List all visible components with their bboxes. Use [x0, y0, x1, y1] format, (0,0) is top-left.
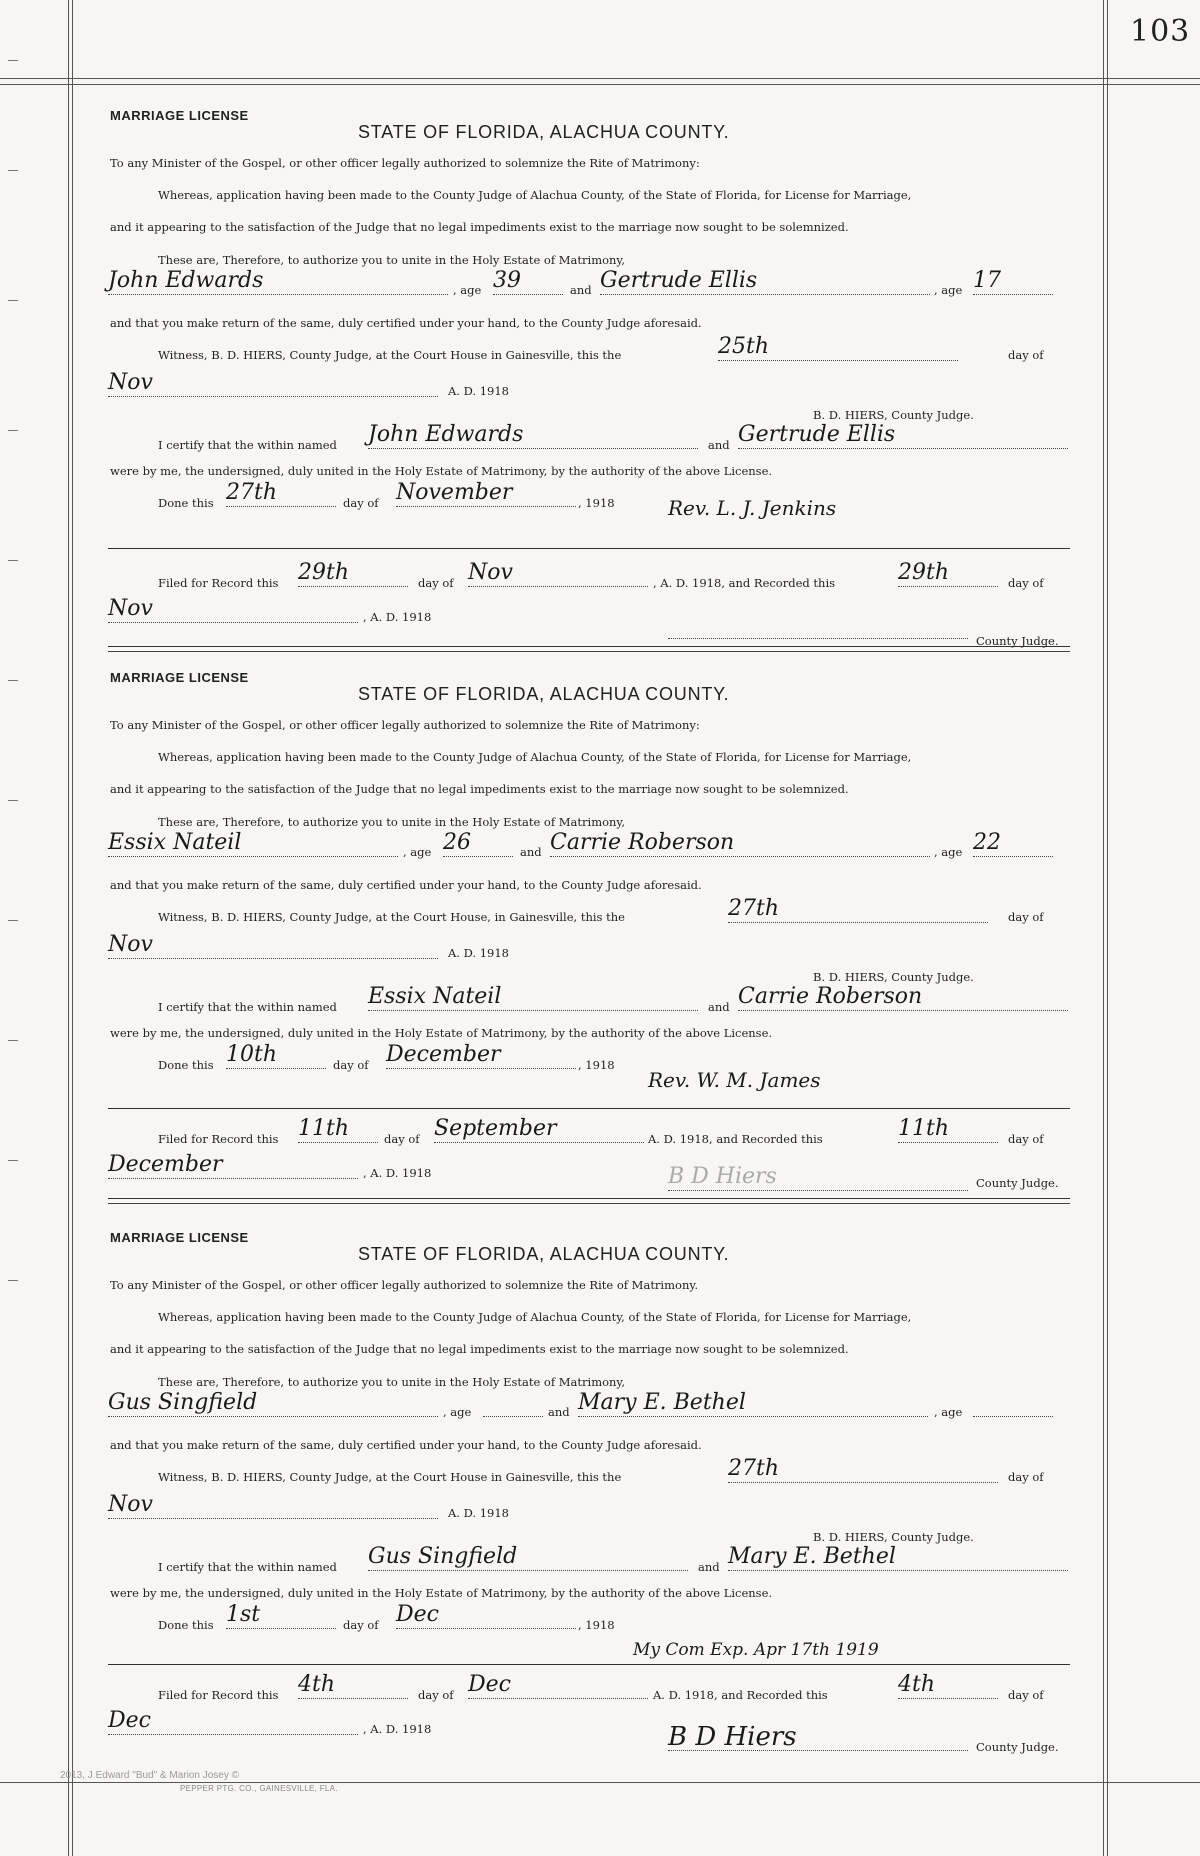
united-text: were by me, the undersigned, duly united in the Holy Estate of Matrimony, by the authority of the above License. — [110, 1586, 773, 1600]
day-of-label: day of — [418, 1688, 454, 1702]
witness-month: Nov — [108, 370, 438, 397]
officiant-signature: Rev. W. M. James — [648, 1068, 821, 1092]
groom-name: John Edwards — [108, 268, 448, 295]
return-text: and that you make return of the same, duly certified under your hand, to the County Judge aforesaid. — [110, 316, 702, 330]
cert-groom-name: John Edwards — [368, 422, 698, 449]
frame-right-line — [1103, 0, 1104, 1856]
united-text: were by me, the undersigned, duly united in the Holy Estate of Matrimony, by the authority of the above License. — [110, 464, 773, 478]
whereas-text: Whereas, application having been made to the County Judge of Alachua County, of the State of Florida, for License for Marriage, — [158, 1310, 912, 1324]
day-of-label: day of — [1008, 1688, 1044, 1702]
margin-tick — [8, 300, 18, 301]
ad-year: A. D. 1918 — [448, 384, 510, 398]
age-label: , age — [934, 1405, 963, 1419]
recorded-day: 11th — [898, 1116, 998, 1143]
whereas-text: Whereas, application having been made to the County Judge of Alachua County, of the State of Florida, for License for Marriage, — [158, 750, 912, 764]
filed-text: Filed for Record this — [158, 1132, 279, 1146]
judge-signature-line: B. D. HIERS, County Judge. — [813, 408, 974, 422]
frame-right-line-2 — [1107, 0, 1108, 1856]
judge-signature-line: B. D. HIERS, County Judge. — [813, 1530, 974, 1544]
and-label: and — [570, 283, 592, 297]
ad-year: A. D. 1918 — [448, 946, 510, 960]
witness-day: 27th — [728, 1456, 998, 1483]
recorded-month: Dec — [108, 1708, 358, 1735]
recorded-ad: , A. D. 1918 — [363, 1722, 432, 1736]
done-year: , 1918 — [578, 1618, 615, 1632]
margin-tick — [8, 170, 18, 171]
certify-text: I certify that the within named — [158, 438, 337, 452]
witness-day: 27th — [728, 896, 988, 923]
these-are-text: These are, Therefore, to authorize you to unite in the Holy Estate of Matrimony, — [158, 253, 626, 267]
day-of-label: day of — [1008, 348, 1044, 362]
and-it-text: and it appearing to the satisfaction of the Judge that no legal impediments exist to the marriage now sought to be solemnized. — [110, 220, 849, 234]
printer-imprint: PEPPER PTG. CO., GAINESVILLE, FLA. — [180, 1784, 338, 1793]
groom-age: 26 — [443, 830, 513, 857]
filed-text: Filed for Record this — [158, 576, 279, 590]
and-label: and — [548, 1405, 570, 1419]
license-1-filing — [108, 556, 1068, 648]
frame-top-line — [0, 78, 1200, 79]
license-2 — [108, 670, 1068, 1090]
return-text: and that you make return of the same, duly certified under your hand, to the County Judge aforesaid. — [110, 878, 702, 892]
done-text: Done this — [158, 1058, 214, 1072]
license-header: MARRIAGE LICENSE — [110, 108, 249, 123]
recorded-day: 29th — [898, 560, 998, 587]
license-3-filing — [108, 1668, 1068, 1754]
commission-expiry-note: My Com Exp. Apr 17th 1919 — [633, 1640, 879, 1660]
and-label: and — [708, 1000, 730, 1014]
margin-tick — [8, 1160, 18, 1161]
recorded-month: December — [108, 1152, 358, 1179]
age-label: , age — [453, 283, 482, 297]
frame-bottom-line — [0, 1782, 1200, 1783]
county-judge-label: County Judge. — [976, 634, 1059, 648]
frame-left-line — [68, 0, 69, 1856]
certify-text: I certify that the within named — [158, 1000, 337, 1014]
to-any-minister: To any Minister of the Gospel, or other officer legally authorized to solemnize the Rite of Matrimony. — [110, 1278, 698, 1292]
separator-line — [108, 646, 1070, 647]
done-month: November — [396, 480, 576, 507]
to-any-minister: To any Minister of the Gospel, or other officer legally authorized to solemnize the Rite of Matrimony: — [110, 156, 700, 170]
bride-age: 22 — [973, 830, 1053, 857]
to-any-minister: To any Minister of the Gospel, or other officer legally authorized to solemnize the Rite of Matrimony: — [110, 718, 700, 732]
license-header: MARRIAGE LICENSE — [110, 670, 249, 685]
margin-tick — [8, 920, 18, 921]
judge-signature — [668, 618, 968, 639]
done-text: Done this — [158, 1618, 214, 1632]
and-it-text: and it appearing to the satisfaction of the Judge that no legal impediments exist to the marriage now sought to be solemnized. — [110, 1342, 849, 1356]
groom-age: 39 — [493, 268, 563, 295]
license-header: MARRIAGE LICENSE — [110, 1230, 249, 1245]
margin-tick — [8, 680, 18, 681]
separator-line — [108, 651, 1070, 652]
day-of-label: day of — [1008, 910, 1044, 924]
margin-tick — [8, 1280, 18, 1281]
whereas-text: Whereas, application having been made to the County Judge of Alachua County, of the State of Florida, for License for Marriage, — [158, 188, 912, 202]
frame-left-line-2 — [72, 0, 73, 1856]
done-year: , 1918 — [578, 1058, 615, 1072]
license-state-title: STATE OF FLORIDA, ALACHUA COUNTY. — [358, 1244, 730, 1264]
groom-age — [483, 1390, 543, 1417]
filed-day: 4th — [298, 1672, 408, 1699]
and-it-text: and it appearing to the satisfaction of the Judge that no legal impediments exist to the marriage now sought to be solemnized. — [110, 782, 849, 796]
margin-tick — [8, 800, 18, 801]
united-text: were by me, the undersigned, duly united in the Holy Estate of Matrimony, by the authority of the above License. — [110, 1026, 773, 1040]
and-label: and — [698, 1560, 720, 1574]
license-3 — [108, 1230, 1068, 1660]
license-state-title: STATE OF FLORIDA, ALACHUA COUNTY. — [358, 122, 730, 142]
license-state-title: STATE OF FLORIDA, ALACHUA COUNTY. — [358, 684, 730, 704]
groom-name: Gus Singfield — [108, 1390, 438, 1417]
recorded-day: 4th — [898, 1672, 998, 1699]
done-day: 1st — [226, 1602, 336, 1629]
filed-text: Filed for Record this — [158, 1688, 279, 1702]
day-of-label: day of — [1008, 1470, 1044, 1484]
margin-tick — [8, 430, 18, 431]
filed-ad: A. D. 1918, and Recorded this — [648, 1132, 823, 1146]
filed-month: September — [434, 1116, 644, 1143]
day-of-label: day of — [384, 1132, 420, 1146]
age-label: , age — [403, 845, 432, 859]
copyright-watermark: 2013, J Edward "Bud" & Marion Josey © — [60, 1770, 239, 1781]
done-year: , 1918 — [578, 496, 615, 510]
bride-age — [973, 1390, 1053, 1417]
page-number: 103 — [1130, 14, 1191, 49]
separator-line — [108, 1108, 1070, 1109]
cert-bride-name: Carrie Roberson — [738, 984, 1068, 1011]
and-label: and — [520, 845, 542, 859]
age-label: , age — [443, 1405, 472, 1419]
ad-year: A. D. 1918 — [448, 1506, 510, 1520]
cert-groom-name: Gus Singfield — [368, 1544, 688, 1571]
age-label: , age — [934, 283, 963, 297]
filed-day: 29th — [298, 560, 408, 587]
county-judge-label: County Judge. — [976, 1740, 1059, 1754]
witness-month: Nov — [108, 1492, 438, 1519]
frame-top-line-2 — [0, 84, 1200, 85]
witness-text: Witness, B. D. HIERS, County Judge, at the Court House, in Gainesville, this the — [158, 910, 625, 924]
cert-bride-name: Mary E. Bethel — [728, 1544, 1068, 1571]
bride-name: Gertrude Ellis — [600, 268, 930, 295]
day-of-label: day of — [343, 1618, 379, 1632]
margin-tick — [8, 1040, 18, 1041]
filed-ad: A. D. 1918, and Recorded this — [653, 1688, 828, 1702]
margin-tick — [8, 560, 18, 561]
groom-name: Essix Nateil — [108, 830, 398, 857]
bride-age: 17 — [973, 268, 1053, 295]
filed-ad: , A. D. 1918, and Recorded this — [653, 576, 836, 590]
day-of-label: day of — [333, 1058, 369, 1072]
judge-signature: B D Hiers — [668, 1724, 968, 1751]
these-are-text: These are, Therefore, to authorize you to unite in the Holy Estate of Matrimony, — [158, 815, 626, 829]
county-judge-label: County Judge. — [976, 1176, 1059, 1190]
recorded-ad: , A. D. 1918 — [363, 1166, 432, 1180]
day-of-label: day of — [343, 496, 379, 510]
done-day: 27th — [226, 480, 336, 507]
judge-signature-line: B. D. HIERS, County Judge. — [813, 970, 974, 984]
return-text: and that you make return of the same, duly certified under your hand, to the County Judge aforesaid. — [110, 1438, 702, 1452]
done-text: Done this — [158, 496, 214, 510]
done-day: 10th — [226, 1042, 326, 1069]
these-are-text: These are, Therefore, to authorize you to unite in the Holy Estate of Matrimony, — [158, 1375, 626, 1389]
certify-text: I certify that the within named — [158, 1560, 337, 1574]
cert-bride-name: Gertrude Ellis — [738, 422, 1068, 449]
witness-month: Nov — [108, 932, 438, 959]
filed-month: Dec — [468, 1672, 648, 1699]
done-month: December — [386, 1042, 576, 1069]
bride-name: Carrie Roberson — [550, 830, 930, 857]
separator-line — [108, 548, 1070, 549]
done-month: Dec — [396, 1602, 576, 1629]
license-1 — [108, 108, 1068, 628]
witness-text: Witness, B. D. HIERS, County Judge, at the Court House in Gainesville, this the — [158, 348, 622, 362]
separator-line — [108, 1203, 1070, 1204]
age-label: , age — [934, 845, 963, 859]
bride-name: Mary E. Bethel — [578, 1390, 928, 1417]
separator-line — [108, 1198, 1070, 1199]
officiant-signature: Rev. L. J. Jenkins — [668, 496, 837, 520]
day-of-label: day of — [1008, 576, 1044, 590]
day-of-label: day of — [418, 576, 454, 590]
recorded-month: Nov — [108, 596, 358, 623]
separator-line — [108, 1664, 1070, 1665]
day-of-label: day of — [1008, 1132, 1044, 1146]
judge-signature: B D Hiers — [668, 1164, 968, 1191]
witness-text: Witness, B. D. HIERS, County Judge, at the Court House in Gainesville, this the — [158, 1470, 622, 1484]
cert-groom-name: Essix Nateil — [368, 984, 698, 1011]
witness-day: 25th — [718, 334, 958, 361]
recorded-ad: , A. D. 1918 — [363, 610, 432, 624]
and-label: and — [708, 438, 730, 452]
filed-month: Nov — [468, 560, 648, 587]
filed-day: 11th — [298, 1116, 378, 1143]
license-2-filing — [108, 1112, 1068, 1192]
margin-tick — [8, 60, 18, 61]
